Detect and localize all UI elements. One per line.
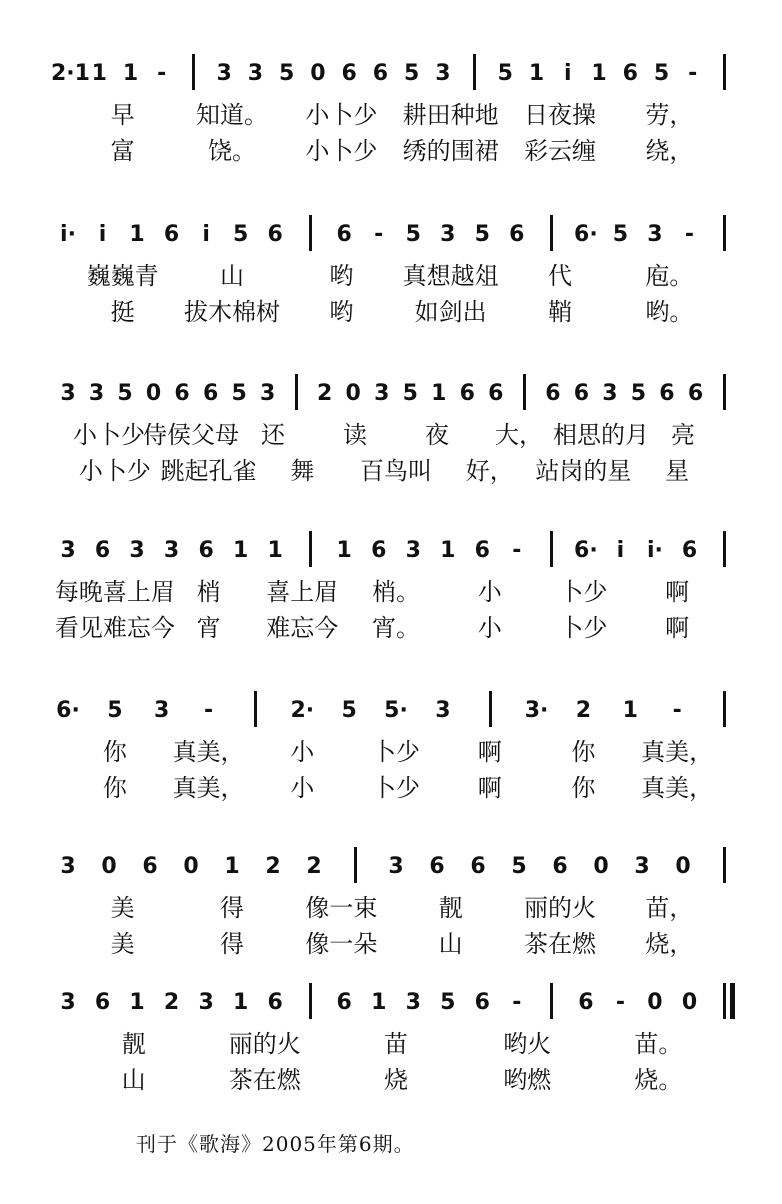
note: 3	[435, 61, 451, 86]
note: i	[98, 222, 107, 247]
lyric-word: 啊	[477, 774, 502, 802]
note: 3	[60, 854, 76, 879]
note: 3	[60, 538, 76, 563]
lyric-word: 你	[102, 738, 127, 766]
lyric-word: 苗	[384, 1030, 408, 1058]
publication-note: 刊于《歌海》2005年第6期。	[136, 1132, 415, 1156]
note: -	[374, 222, 384, 247]
lyric-row-2	[0, 295, 782, 331]
note: 6	[174, 381, 190, 406]
note: 0	[145, 381, 162, 406]
lyric-row-1	[0, 735, 782, 771]
barline	[309, 531, 312, 567]
lyric-word: 挺	[110, 298, 135, 326]
note: 6	[622, 61, 638, 86]
note: 3	[388, 854, 404, 879]
note: 5	[403, 61, 420, 86]
lyric-word: 喜上眉	[266, 578, 339, 606]
lyric-word: 看见难忘今	[54, 614, 175, 642]
note: 6	[198, 538, 214, 563]
lyric-word: 像一朵	[305, 930, 378, 958]
barline	[550, 983, 553, 1019]
notation-row	[0, 36, 782, 106]
note: 3	[216, 61, 232, 86]
lyric-row-1	[0, 418, 782, 454]
lyric-word: 鞘	[548, 298, 572, 326]
notation-row	[0, 829, 782, 899]
note: 6	[545, 381, 561, 406]
lyric-word: 侍侯父母	[143, 421, 239, 449]
note: 0	[593, 854, 609, 879]
note: 3	[154, 698, 170, 723]
lyric-word: 巍巍青	[86, 262, 159, 290]
note: 6	[142, 854, 158, 879]
note: 6	[459, 381, 475, 406]
note: 5	[653, 61, 670, 86]
lyric-word: 跳起孔雀	[160, 457, 257, 485]
note: 0	[647, 990, 663, 1015]
note: -	[615, 990, 625, 1015]
lyric-word: 如剑出	[414, 298, 487, 326]
note: 1	[371, 990, 387, 1015]
lyric-row-1	[0, 259, 782, 295]
note: 0	[681, 990, 698, 1015]
lyric-word: 好，	[465, 457, 514, 485]
notation-row	[0, 673, 782, 743]
lyric-word: 小卜少	[78, 457, 151, 485]
lyric-word: 大，	[495, 421, 543, 449]
note: 3·	[524, 698, 549, 723]
note: -	[512, 990, 522, 1015]
note: -	[203, 698, 214, 723]
note: 1	[431, 381, 447, 406]
note: 3	[198, 990, 214, 1015]
lyric-word: 知道。	[196, 101, 268, 129]
lyric-word: 卜少	[559, 614, 608, 642]
lyric-word: 难忘今	[266, 614, 339, 642]
lyric-word: 小卜少	[305, 101, 378, 129]
notation-row	[0, 965, 782, 1035]
lyric-word: 庖。	[645, 262, 694, 290]
barline	[192, 54, 195, 90]
note: -	[688, 61, 698, 86]
lyric-word: 卜少	[372, 738, 420, 766]
lyric-word: 绕，	[645, 137, 694, 165]
note: 6	[94, 990, 111, 1015]
note: 5	[612, 222, 629, 247]
lyric-word: 靓	[121, 1030, 146, 1058]
note: 6	[336, 990, 352, 1015]
lyric-word: 还	[261, 421, 285, 449]
lyric-word: 相思的月	[553, 421, 649, 449]
lyric-word: 茶在燃	[228, 1066, 301, 1094]
note: 6·	[56, 698, 80, 723]
lyric-word: 饶。	[208, 137, 256, 165]
barline	[723, 847, 726, 883]
lyric-row-2	[0, 771, 782, 807]
note: 5	[231, 381, 247, 406]
lyric-word: 小	[477, 614, 502, 642]
lyric-word: 梢。	[372, 578, 420, 606]
lyric-row-2	[0, 1063, 782, 1099]
lyric-word: 彩云缠	[524, 137, 596, 165]
lyric-word: 像一束	[305, 894, 378, 922]
note: 6	[552, 854, 568, 879]
note: 6	[429, 854, 445, 879]
note: 3	[374, 381, 390, 406]
note: 0	[310, 61, 326, 86]
note: 6	[267, 222, 283, 247]
lyric-row-2	[0, 927, 782, 963]
lyric-row-2	[0, 454, 782, 490]
lyric-word: 烧。	[634, 1066, 683, 1094]
lyric-word: 哟。	[645, 298, 694, 326]
note: 3	[440, 222, 456, 247]
note: 3	[647, 222, 663, 247]
lyric-word: 美	[110, 894, 135, 922]
lyric-word: 山	[220, 262, 244, 290]
lyric-word: 舞	[290, 457, 315, 485]
note: 6	[509, 222, 525, 247]
note: 6	[687, 381, 704, 406]
note: 3	[634, 854, 650, 879]
note: 6	[336, 222, 352, 247]
note: 0	[183, 854, 199, 879]
note: 3	[129, 538, 145, 563]
note: 5	[630, 381, 647, 406]
lyric-word: 丽的火	[524, 894, 596, 922]
note: 0	[675, 854, 691, 879]
note: 6	[488, 381, 504, 406]
lyric-word: 茶在燃	[524, 930, 596, 958]
note: 1	[224, 854, 240, 879]
lyric-word: 啊	[665, 614, 690, 642]
lyric-word: 山	[121, 1066, 146, 1094]
note: 1	[336, 538, 352, 563]
note: 6·	[574, 222, 598, 247]
lyric-word: 真想越俎	[402, 262, 499, 290]
lyric-word: 宵	[196, 614, 221, 642]
final-barline	[723, 983, 726, 1019]
lyric-word: 宵。	[372, 614, 420, 642]
barline	[523, 374, 526, 410]
lyric-word: 苗，	[645, 894, 694, 922]
lyric-word: 拔木棉树	[184, 298, 280, 326]
barline	[723, 215, 726, 251]
lyric-word: 得	[220, 894, 244, 922]
barline	[254, 691, 257, 727]
lyric-word: 苗。	[634, 1030, 683, 1058]
note: -	[684, 222, 695, 247]
note: 2	[306, 854, 322, 879]
barline	[473, 54, 476, 90]
note: 3	[163, 538, 180, 563]
note: 5	[405, 222, 421, 247]
note: 1	[232, 990, 249, 1015]
note: i	[616, 538, 625, 563]
note: 6	[578, 990, 594, 1015]
barline	[550, 215, 553, 251]
note: 1	[232, 538, 249, 563]
note: 3	[60, 990, 76, 1015]
lyric-word: 小	[477, 578, 502, 606]
note: 0	[101, 854, 117, 879]
note: 3	[435, 698, 451, 723]
note: 2·	[290, 698, 315, 723]
note: 5	[107, 698, 123, 723]
note: 2	[317, 381, 333, 406]
note: 3	[88, 381, 105, 406]
lyric-word: 你	[571, 774, 596, 802]
note: 6	[681, 538, 698, 563]
note: 6	[573, 381, 590, 406]
note: 5	[497, 61, 513, 86]
note: 3	[602, 381, 618, 406]
notation-row	[0, 356, 782, 426]
lyric-word: 哟火	[503, 1030, 552, 1058]
lyric-word: 小卜少	[73, 421, 145, 449]
lyric-word: 哟	[329, 298, 354, 326]
note: 5·	[384, 698, 408, 723]
lyric-word: 得	[220, 930, 244, 958]
lyric-word: 哟燃	[503, 1066, 552, 1094]
note: 5	[279, 61, 295, 86]
note: 5	[117, 381, 133, 406]
barline	[723, 531, 726, 567]
note: 6	[202, 381, 219, 406]
note: 5	[402, 381, 418, 406]
lyric-word: 真美，	[641, 774, 714, 802]
note: 1	[91, 61, 107, 86]
note: i·	[60, 222, 76, 247]
note: 6	[470, 854, 486, 879]
barline	[723, 374, 726, 410]
lyric-row-2	[0, 134, 782, 170]
lyric-word: 山	[438, 930, 463, 958]
lyric-word: 梢	[196, 578, 221, 606]
lyric-word: 卜少	[372, 774, 420, 802]
note: 2	[265, 854, 281, 879]
lyric-word: 夜	[425, 421, 449, 449]
lyric-word: 哟	[329, 262, 354, 290]
note: 1	[440, 538, 456, 563]
lyric-word: 真美，	[641, 738, 714, 766]
lyric-word: 小	[290, 738, 315, 766]
lyric-word: 劳，	[645, 101, 694, 129]
note: 1	[122, 61, 139, 86]
note: 0	[345, 381, 361, 406]
lyric-word: 烧，	[645, 930, 694, 958]
lyric-word: 百鸟叫	[360, 457, 432, 485]
note: 6	[267, 990, 283, 1015]
note: 6	[371, 538, 387, 563]
note: 6	[474, 538, 490, 563]
lyric-word: 丽的火	[228, 1030, 301, 1058]
note: 1	[129, 222, 145, 247]
lyric-word: 代	[548, 262, 572, 290]
barline	[723, 691, 726, 727]
note: 5	[440, 990, 456, 1015]
note: 5	[232, 222, 249, 247]
note: 3	[259, 381, 276, 406]
lyric-word: 美	[110, 930, 135, 958]
note: -	[512, 538, 522, 563]
note: 5	[474, 222, 490, 247]
note: 6	[341, 61, 357, 86]
lyric-word: 你	[102, 774, 127, 802]
barline	[309, 215, 312, 251]
lyric-word: 烧	[384, 1066, 408, 1094]
note: 3	[405, 538, 421, 563]
note: 5	[511, 854, 527, 879]
lyric-row-1	[0, 1027, 782, 1063]
note: 2·1	[51, 61, 90, 86]
note: 6	[372, 61, 389, 86]
note: 6	[94, 538, 111, 563]
note: 1	[591, 61, 607, 86]
note: 3	[247, 61, 264, 86]
note: -	[672, 698, 682, 723]
note: 5	[341, 698, 357, 723]
lyric-word: 你	[571, 738, 596, 766]
lyric-word: 真美，	[172, 774, 245, 802]
note: 3	[405, 990, 421, 1015]
lyric-word: 小	[290, 774, 315, 802]
lyric-row-2	[0, 611, 782, 647]
lyric-word: 啊	[665, 578, 690, 606]
note: 2	[163, 990, 180, 1015]
note: 6·	[574, 538, 598, 563]
note: i	[564, 61, 572, 86]
note: 2	[575, 698, 592, 723]
lyric-word: 靓	[438, 894, 463, 922]
lyric-word: 小卜少	[305, 137, 378, 165]
note: -	[157, 61, 167, 86]
barline	[723, 54, 726, 90]
note: i·	[646, 538, 663, 563]
note: 6	[163, 222, 180, 247]
lyric-word: 星	[665, 457, 690, 485]
lyric-word: 绣的围裙	[402, 137, 499, 165]
lyric-word: 亮	[671, 421, 695, 449]
lyric-word: 早	[110, 101, 135, 129]
lyric-row-1	[0, 575, 782, 611]
lyric-word: 每晚喜上眉	[54, 578, 175, 606]
note: 6	[474, 990, 490, 1015]
note: 1	[267, 538, 283, 563]
note: 1	[528, 61, 545, 86]
lyric-word: 卜少	[559, 578, 608, 606]
lyric-word: 读	[343, 421, 367, 449]
lyric-word: 日夜操	[524, 101, 596, 129]
lyric-word: 真美，	[172, 738, 245, 766]
note: 6	[659, 381, 675, 406]
lyric-word: 富	[110, 137, 135, 165]
barline	[295, 374, 298, 410]
notation-row	[0, 197, 782, 267]
barline	[354, 847, 357, 883]
barline	[550, 531, 553, 567]
barline	[309, 983, 312, 1019]
lyric-word: 站岗的星	[535, 457, 632, 485]
note: 1	[129, 990, 145, 1015]
note: 3	[60, 381, 76, 406]
note: 1	[622, 698, 638, 723]
barline	[489, 691, 492, 727]
note: i	[202, 222, 210, 247]
lyric-word: 耕田种地	[402, 101, 499, 129]
lyric-word: 啊	[477, 738, 502, 766]
notation-row	[0, 513, 782, 583]
lyric-row-1	[0, 98, 782, 134]
final-barline-thick	[730, 983, 735, 1019]
lyric-row-1	[0, 891, 782, 927]
